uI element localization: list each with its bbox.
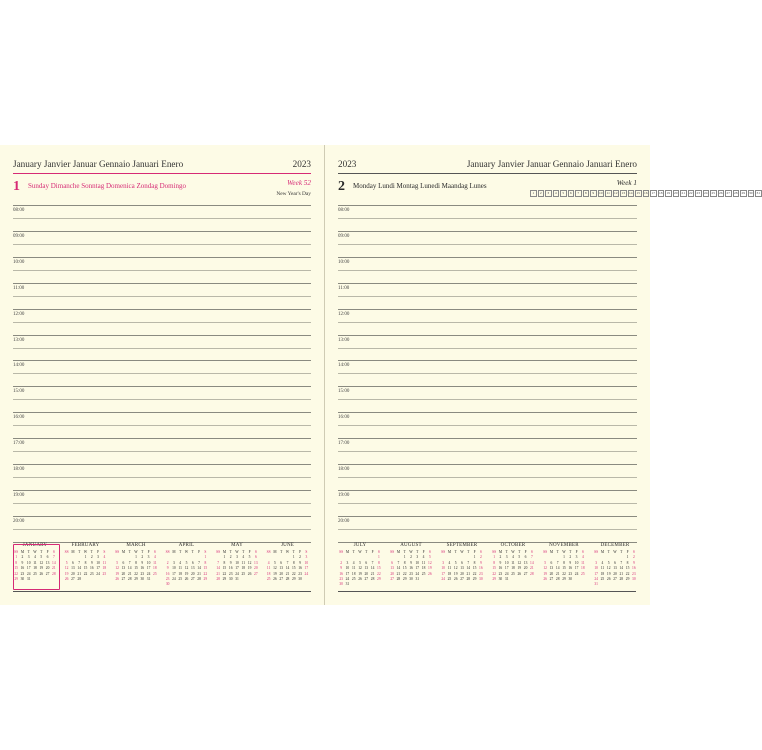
hour-rule bbox=[13, 490, 311, 491]
mini-calendar-week: 1 bbox=[377, 555, 380, 560]
hour-rule bbox=[338, 335, 637, 336]
half-hour-rule bbox=[338, 477, 637, 478]
mini-calendar-week: 19 20 21 22 23 24 25 bbox=[115, 571, 157, 576]
mini-calendar-week: 11 12 13 14 15 16 17 bbox=[266, 566, 309, 571]
mini-calendar-february bbox=[64, 543, 108, 582]
mini-calendar-weekdays: SS M T W T F S bbox=[492, 550, 533, 554]
mini-calendar-week: 13 14 15 16 17 18 19 bbox=[390, 566, 432, 571]
mini-calendar-weekdays: SS M T W T F S bbox=[216, 550, 257, 554]
hour-label: 14:00 bbox=[13, 363, 25, 369]
half-hour-rule bbox=[13, 244, 311, 245]
week-strip-day: 23 bbox=[696, 191, 700, 195]
week-strip-day: 12 bbox=[614, 191, 618, 195]
hour-label: 20:00 bbox=[13, 518, 25, 524]
half-hour-rule bbox=[338, 529, 637, 530]
hour-rule bbox=[13, 464, 311, 465]
hour-rule bbox=[13, 231, 311, 232]
week-strip-day: 2 bbox=[538, 190, 545, 197]
mini-calendar-week: 1 bbox=[204, 555, 207, 560]
mini-calendar-week: 23 24 25 26 27 28 29 bbox=[165, 577, 208, 582]
week-strip-day: 21 bbox=[681, 191, 685, 195]
hour-label: 19:00 bbox=[338, 492, 350, 498]
mini-calendar-weekdays: SS M T W T F S bbox=[441, 550, 482, 554]
hour-rule bbox=[338, 360, 637, 361]
half-hour-rule bbox=[13, 322, 311, 323]
week-strip-day: 17 bbox=[651, 191, 655, 195]
mini-calendar-july bbox=[338, 543, 382, 588]
week-strip-day: 13 bbox=[621, 191, 625, 195]
mini-calendar-month: MARCH bbox=[126, 543, 146, 548]
mini-calendar-october bbox=[491, 543, 535, 582]
hour-label: 09:00 bbox=[338, 233, 350, 239]
mini-calendar-week: 31 bbox=[594, 582, 598, 587]
half-hour-rule bbox=[13, 529, 311, 530]
mini-calendar-weekdays: SS M T W T F S bbox=[543, 550, 584, 554]
week-strip-day: 22 bbox=[689, 191, 693, 195]
footer-rule bbox=[338, 591, 636, 592]
week-strip-day: 18 bbox=[659, 191, 663, 195]
mini-calendar-week: 10 11 12 13 14 15 16 bbox=[441, 566, 483, 571]
mini-calendar-week: 19 20 21 22 23 24 25 bbox=[543, 571, 585, 576]
year-label: 2023 bbox=[292, 159, 311, 169]
hour-label: 10:00 bbox=[338, 259, 350, 265]
mini-calendar-week: 2 3 4 5 6 7 8 bbox=[166, 560, 207, 565]
left-page bbox=[0, 145, 324, 605]
mini-calendar-month: OCTOBER bbox=[500, 543, 526, 548]
mini-calendar-may bbox=[215, 543, 259, 582]
hour-label: 16:00 bbox=[338, 415, 350, 421]
mini-calendar-week: 7 8 9 10 11 12 13 bbox=[217, 560, 258, 565]
mini-calendar-week: 1 2 3 bbox=[292, 555, 308, 560]
hour-rule bbox=[338, 386, 637, 387]
half-hour-rule bbox=[338, 503, 637, 504]
week-strip-day: 6 bbox=[568, 190, 575, 197]
week-strip-day: 9 bbox=[590, 190, 597, 197]
mini-calendar-week: 24 25 26 27 28 29 30 bbox=[441, 577, 483, 582]
hour-label: 10:00 bbox=[13, 259, 25, 265]
mini-calendar-week: 6 7 8 9 10 11 12 bbox=[391, 560, 432, 565]
half-hour-rule bbox=[13, 477, 311, 478]
mini-calendar-weekdays: SS M T W T F S bbox=[390, 550, 431, 554]
week-strip-day: 4 bbox=[553, 190, 560, 197]
week-strip-day: 28 bbox=[734, 191, 738, 195]
half-hour-rule bbox=[13, 270, 311, 271]
half-hour-rule bbox=[338, 348, 637, 349]
week-strip-day: 27 bbox=[726, 191, 730, 195]
mini-calendar-week: 16 17 18 19 20 21 22 bbox=[339, 571, 381, 576]
mini-calendar-week: 17 18 19 20 21 22 23 bbox=[594, 571, 636, 576]
week-strip-day: 24 bbox=[704, 191, 708, 195]
week-strip-day: 10 bbox=[599, 191, 603, 195]
mini-calendar-week: 5 6 7 8 9 10 11 bbox=[65, 560, 107, 565]
mini-calendar-week: 1 2 3 4 bbox=[135, 555, 156, 560]
hour-label: 15:00 bbox=[13, 389, 25, 395]
mini-calendar-week: 1 2 bbox=[626, 555, 635, 560]
mini-calendar-week: 2 3 4 5 6 7 8 bbox=[340, 560, 380, 565]
right-page bbox=[325, 145, 760, 605]
mini-calendar-week: 29 30 31 bbox=[14, 577, 31, 582]
mini-calendar-month: DECEMBER bbox=[600, 543, 630, 548]
mini-calendar-week: 1 2 3 4 5 6 7 bbox=[493, 555, 533, 560]
mini-calendar-week: 12 13 14 15 16 17 18 bbox=[64, 566, 107, 571]
half-hour-rule bbox=[338, 244, 637, 245]
mini-calendar-month: JULY bbox=[353, 543, 367, 548]
mini-calendar-week: 17 18 19 20 21 22 23 bbox=[441, 571, 483, 576]
month-names: January Janvier Januar Gennaio Januari Enero bbox=[13, 159, 184, 169]
mini-calendar-weekdays: SS M T W T F S bbox=[165, 550, 207, 554]
mini-calendar-week: 9 10 11 12 13 14 15 bbox=[340, 566, 381, 571]
mini-calendar-week: 23 24 25 26 27 28 29 bbox=[339, 577, 381, 582]
half-hour-rule bbox=[13, 451, 311, 452]
week-strip-day: 11 bbox=[606, 191, 610, 195]
hour-rule bbox=[338, 309, 637, 310]
week-strip-day: 31 bbox=[756, 191, 760, 195]
half-hour-rule bbox=[338, 399, 637, 400]
hour-label: 11:00 bbox=[338, 285, 350, 291]
hour-rule bbox=[338, 490, 637, 491]
hour-label: 14:00 bbox=[338, 363, 350, 369]
hour-label: 11:00 bbox=[13, 285, 25, 291]
mini-calendar-week: 22 23 24 25 26 27 28 bbox=[492, 571, 534, 576]
mini-calendar-week: 21 22 23 24 25 26 27 bbox=[216, 571, 258, 576]
mini-calendar-week: 28 29 30 31 bbox=[216, 577, 239, 582]
mini-calendar-week: 8 9 10 11 12 13 14 bbox=[493, 560, 534, 565]
mini-calendar-week: 10 11 12 13 14 15 16 bbox=[594, 566, 636, 571]
day-number: 2 bbox=[338, 179, 345, 194]
hour-label: 18:00 bbox=[13, 467, 25, 472]
day-names: Monday Lundi Montag Lunedi Maandag Lunes bbox=[353, 182, 487, 190]
hour-rule bbox=[338, 464, 637, 465]
hour-label: 12:00 bbox=[338, 311, 350, 317]
mini-calendar-week: 18 19 20 21 22 23 24 bbox=[266, 571, 309, 576]
week-strip-day: 3 bbox=[545, 190, 552, 197]
hour-label: 13:00 bbox=[13, 337, 25, 343]
mini-calendar-weekdays: SS M T W T F S bbox=[594, 550, 635, 554]
hour-rule bbox=[13, 412, 311, 413]
day-number: 1 bbox=[13, 179, 20, 194]
header-rule bbox=[338, 173, 637, 174]
mini-calendar-week: 1 2 3 4 5 bbox=[403, 555, 431, 560]
week-strip-day: 1 bbox=[530, 190, 537, 197]
week-strip-day: 25 bbox=[711, 191, 715, 195]
half-hour-rule bbox=[338, 451, 637, 452]
week-strip-day: 26 bbox=[719, 191, 723, 195]
mini-calendar-week: 15 16 17 18 19 20 21 bbox=[492, 566, 534, 571]
footer-rule bbox=[13, 591, 311, 592]
current-month-highlight bbox=[13, 544, 60, 590]
mini-calendar-week: 15 16 17 18 19 20 21 bbox=[14, 566, 56, 571]
hour-rule bbox=[13, 438, 311, 439]
hour-rule bbox=[13, 386, 311, 387]
mini-calendar-week: 26 27 28 29 30 bbox=[543, 577, 573, 582]
week-strip-day: 16 bbox=[644, 191, 648, 195]
mini-calendar-week: 26 27 28 bbox=[64, 577, 81, 582]
half-hour-rule bbox=[338, 322, 637, 323]
mini-calendar-week: 1 2 3 4 5 6 7 bbox=[15, 555, 55, 560]
mini-calendar-april bbox=[165, 543, 209, 588]
mini-calendar-week: 26 27 28 29 30 31 bbox=[115, 577, 151, 582]
hour-rule bbox=[13, 360, 311, 361]
half-hour-rule bbox=[13, 348, 311, 349]
mini-calendar-weekdays: SS M T W T F S bbox=[14, 550, 55, 554]
hour-label: 20:00 bbox=[338, 518, 350, 524]
hour-rule bbox=[338, 205, 637, 206]
hour-rule bbox=[338, 516, 637, 517]
mini-calendar-march bbox=[114, 543, 158, 582]
mini-calendar-month: JANUARY bbox=[22, 543, 48, 548]
mini-calendar-weekdays: SS M T W T F S bbox=[64, 550, 106, 554]
week-strip-day: 14 bbox=[629, 191, 633, 195]
hour-rule bbox=[338, 438, 637, 439]
mini-calendar-weekdays: SS M T W T F S bbox=[339, 550, 380, 554]
mini-calendar-month: SEPTEMBER bbox=[446, 543, 478, 548]
hour-rule bbox=[13, 335, 311, 336]
half-hour-rule bbox=[338, 218, 637, 219]
mini-calendar-week: 14 15 16 17 18 19 20 bbox=[216, 566, 258, 571]
hour-rule bbox=[13, 205, 311, 206]
hour-label: 17:00 bbox=[338, 441, 350, 447]
mini-calendar-week: 9 10 11 12 13 14 15 bbox=[166, 566, 208, 571]
hour-label: 13:00 bbox=[338, 337, 350, 343]
mini-calendar-weekdays: SS M T W T F S bbox=[266, 550, 308, 554]
mini-calendar-week: 1 2 3 4 5 6 bbox=[223, 555, 257, 560]
mini-calendar-week: 27 28 29 30 31 bbox=[390, 577, 420, 582]
mini-calendar-august bbox=[389, 543, 433, 582]
mini-calendar-week: 16 17 18 19 20 21 22 bbox=[165, 571, 208, 576]
week-strip bbox=[530, 190, 762, 197]
hour-label: 08:00 bbox=[13, 208, 25, 213]
mini-calendar-week: 20 21 22 23 24 25 26 bbox=[390, 571, 432, 576]
mini-calendar-month: FEBRUARY bbox=[71, 543, 100, 548]
hour-label: 18:00 bbox=[338, 467, 350, 472]
mini-calendar-month: NOVEMBER bbox=[549, 543, 579, 548]
hour-rule bbox=[13, 309, 311, 310]
mini-calendar-week: 12 13 14 15 16 17 18 bbox=[115, 566, 157, 571]
half-hour-rule bbox=[13, 373, 311, 374]
mini-calendar-week: 24 25 26 27 28 29 30 bbox=[594, 577, 636, 582]
header-rule bbox=[13, 173, 311, 174]
mini-calendar-week: 8 9 10 11 12 13 14 bbox=[15, 560, 56, 565]
hour-label: 08:00 bbox=[338, 208, 350, 213]
mini-calendar-month: AUGUST bbox=[400, 543, 422, 548]
mini-calendar-week: 4 5 6 7 8 9 10 bbox=[267, 560, 309, 565]
year-label: 2023 bbox=[338, 159, 357, 169]
hour-rule bbox=[13, 257, 311, 258]
hour-rule bbox=[13, 283, 311, 284]
mini-calendar-week: 29 30 31 bbox=[492, 577, 509, 582]
week-label: Week 1 bbox=[616, 179, 637, 187]
hour-label: 16:00 bbox=[13, 415, 25, 421]
mini-calendar-week: 3 4 5 6 7 8 9 bbox=[442, 560, 482, 565]
half-hour-rule bbox=[13, 218, 311, 219]
mini-calendar-week: 1 2 3 4 bbox=[84, 555, 106, 560]
mini-calendar-week: 1 2 bbox=[473, 555, 482, 560]
mini-calendar-week: 3 4 5 6 7 8 9 bbox=[595, 560, 635, 565]
day-names: Sunday Dimanche Sonntag Domenica Zondag Domingo bbox=[28, 182, 187, 190]
hour-rule bbox=[338, 412, 637, 413]
week-label: Week 52 bbox=[287, 179, 311, 187]
holiday-label: New Year's Day bbox=[276, 191, 311, 197]
mini-calendar-december bbox=[593, 543, 637, 588]
hour-rule bbox=[13, 516, 311, 517]
hour-label: 12:00 bbox=[13, 311, 25, 317]
mini-calendar-november bbox=[542, 543, 586, 582]
week-strip-day: 30 bbox=[749, 191, 753, 195]
half-hour-rule bbox=[338, 425, 637, 426]
mini-calendar-week: 1 2 3 4 bbox=[563, 555, 584, 560]
half-hour-rule bbox=[338, 270, 637, 271]
half-hour-rule bbox=[338, 373, 637, 374]
week-strip-day: 7 bbox=[575, 190, 582, 197]
week-strip-day: 5 bbox=[560, 190, 567, 197]
half-hour-rule bbox=[338, 296, 637, 297]
mini-calendar-weekdays: SS M T W T F S bbox=[115, 550, 156, 554]
mini-calendar-week: 5 6 7 8 9 10 11 bbox=[116, 560, 157, 565]
mini-calendar-week: 19 20 21 22 23 24 25 bbox=[64, 571, 107, 576]
half-hour-rule bbox=[13, 296, 311, 297]
mini-calendar-week: 30 31 bbox=[339, 582, 350, 587]
mini-calendar-week: 12 13 14 15 16 17 18 bbox=[543, 566, 585, 571]
hour-rule bbox=[338, 283, 637, 284]
week-strip-day: 15 bbox=[636, 191, 640, 195]
half-hour-rule bbox=[13, 399, 311, 400]
week-strip-day: 19 bbox=[666, 191, 670, 195]
mini-calendar-june bbox=[266, 543, 310, 582]
week-strip-day: 29 bbox=[741, 191, 745, 195]
hour-label: 17:00 bbox=[13, 441, 25, 447]
mini-calendar-week: 5 6 7 8 9 10 11 bbox=[544, 560, 585, 565]
mini-calendar-september bbox=[440, 543, 484, 582]
hour-label: 15:00 bbox=[338, 389, 350, 395]
mini-calendar-week: 22 23 24 25 26 27 28 bbox=[14, 571, 56, 576]
mini-calendar-month: JUNE bbox=[280, 543, 295, 548]
hour-rule bbox=[338, 257, 637, 258]
half-hour-rule bbox=[13, 503, 311, 504]
mini-calendar-week: 30 bbox=[165, 582, 170, 587]
week-strip-day: 8 bbox=[583, 190, 590, 197]
mini-calendar-week: 25 26 27 28 29 30 bbox=[266, 577, 302, 582]
mini-calendar-month: APRIL bbox=[178, 543, 195, 548]
week-strip-day: 20 bbox=[674, 191, 678, 195]
half-hour-rule bbox=[13, 425, 311, 426]
month-names: January Janvier Januar Gennaio Januari Enero bbox=[466, 159, 637, 169]
hour-label: 19:00 bbox=[13, 492, 25, 498]
hour-label: 09:00 bbox=[13, 233, 25, 239]
mini-calendar-month: MAY bbox=[231, 543, 243, 548]
hour-rule bbox=[338, 231, 637, 232]
